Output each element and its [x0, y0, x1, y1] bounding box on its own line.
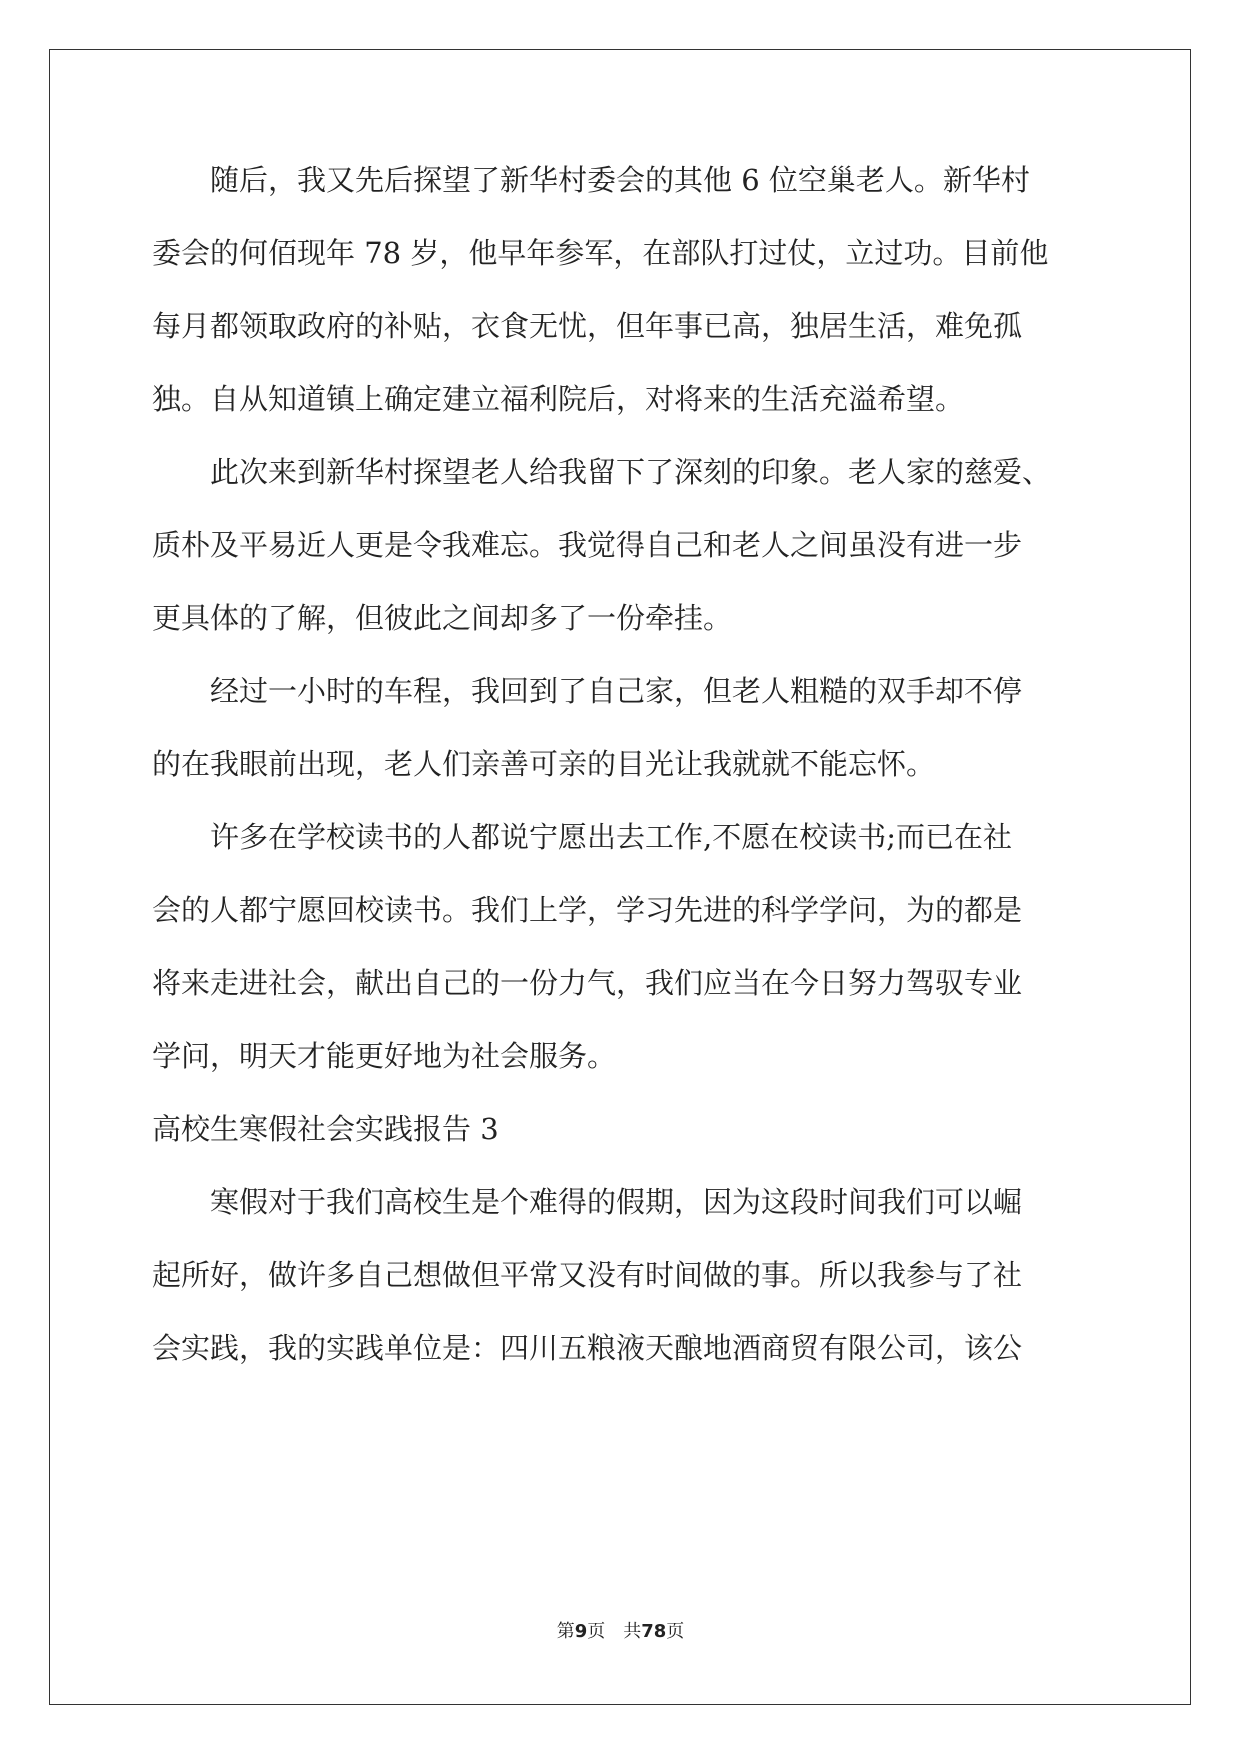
text-line: 寒假对于我们高校生是个难得的假期，因为这段时间我们可以崛	[152, 1185, 1023, 1219]
text-line: 随后，我又先后探望了新华村委会的其他 6 位空巢老人。新华村	[152, 163, 1030, 197]
page-border	[49, 49, 1191, 1705]
page-prefix: 第	[556, 1621, 575, 1642]
text-line: 更具体的了解，但彼此之间却多了一份牵挂。	[152, 601, 733, 635]
text-line: 将来走进社会，献出自己的一份力气，我们应当在今日努力驾驭专业	[152, 966, 1023, 1000]
total-suffix: 页	[666, 1621, 685, 1642]
page-footer	[0, 1620, 1241, 1644]
text-line: 质朴及平易近人更是令我难忘。我觉得自己和老人之间虽没有进一步	[152, 528, 1023, 562]
text-line: 每月都领取政府的补贴，衣食无忧，但年事已高，独居生活，难免孤	[152, 309, 1023, 343]
text-line: 会的人都宁愿回校读书。我们上学，学习先进的科学学问，为的都是	[152, 893, 1023, 927]
text-line: 学问，明天才能更好地为社会服务。	[152, 1039, 617, 1073]
text-line: 的在我眼前出现，老人们亲善可亲的目光让我就就不能忘怀。	[152, 747, 936, 781]
text-line: 委会的何佰现年 78 岁，他早年参军，在部队打过仗，立过功。目前他	[152, 236, 1049, 270]
text-line: 经过一小时的车程，我回到了自己家，但老人粗糙的双手却不停	[152, 674, 1023, 708]
text-line: 起所好，做许多自己想做但平常又没有时间做的事。所以我参与了社	[152, 1258, 1023, 1292]
page-number: 9	[574, 1621, 588, 1642]
section-heading: 高校生寒假社会实践报告 3	[152, 1112, 499, 1146]
text-line: 此次来到新华村探望老人给我留下了深刻的印象。老人家的慈爱、	[152, 455, 1052, 489]
total-prefix: 共	[623, 1621, 642, 1642]
text-line: 会实践，我的实践单位是：四川五粮液天酿地酒商贸有限公司，该公	[152, 1331, 1023, 1365]
text-line: 独。自从知道镇上确定建立福利院后，对将来的生活充溢希望。	[152, 382, 965, 416]
text-line: 许多在学校读书的人都说宁愿出去工作,不愿在校读书;而已在社	[152, 820, 1012, 854]
page-suffix: 页	[587, 1621, 606, 1642]
total-pages: 78	[641, 1621, 667, 1642]
